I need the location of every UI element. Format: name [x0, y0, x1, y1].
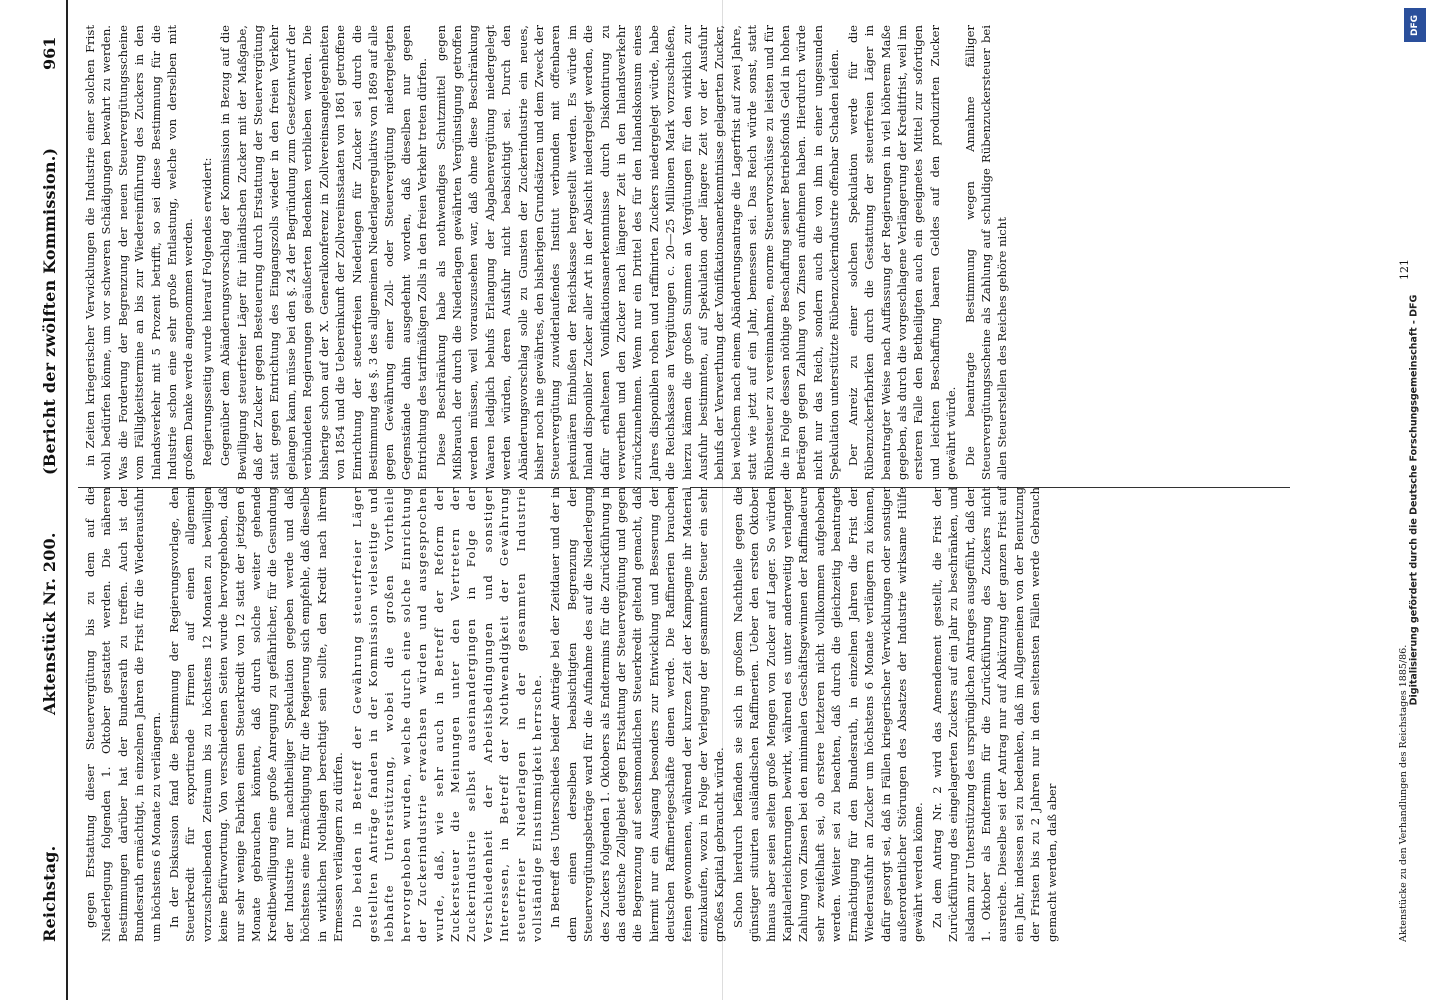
paragraph: Die beiden in Betreff der Gewährung steuerfreier Läger gestellten Anträge fanden in der Kommission vielseitige und lebhafte Unterstützung, wobei die großen Vortheile hervorgehoben wurden, welche durch eine solche Einrichtung der Zuckerindustrie erwachsen würden und ausgesprochen wurde, daß, wie sehr auch in Betreff der Reform der Zuckersteuer die Meinungen unter den Vertretern der Zuckerindustrie selbst auseinandergingen in Folge der Verschiedenheit der Arbeitsbedingungen und sonstiger Interessen, in Betreff der Nothwendigkeit der Gewährung steuerfreier Niederlagen in der gesammten Industrie vollständige Einstimmigkeit herrsche.: [349, 487, 544, 942]
credit-text: Digitalisierung gefördert durch die Deutsche Forschungsgemeinschaft - DFG: [1408, 294, 1420, 706]
paragraph: Schon hierdurch befänden sie sich in großem Nachtheile gegen die günstiger situirten ausländischen Raffinerien. Ueber den ersten Oktober hinaus aber seien selten große Mengen von Zucker auf Lager. So würden Kapitalerleichterungen bewirkt, während es unter anderweitig verlangter Zahlung von Zinsen bei den minimalen Geschäftsgewinnen der Raffinadeure sehr zweifelhaft sei, ob erstere letzteren nicht vollkommen aufgehoben werden. Weiter sei zu beachten, daß durch die gleichzeitig beantragte Ermächtigung für den Bundesrath, in einzelnen Jahren die Frist der Wiederausfuhr an Zucker um höchstens 6 Monate verlängern zu können, dafür gesorgt sei, daß in Fällen kriegerischer Verwicklungen oder sonstiger außerordentlicher Störungen des Absatzes der Industrie wirksame Hülfe gewährt werden könne.: [730, 487, 926, 942]
credit-sidebar: [1402, 0, 1426, 1000]
paragraph: in Zeiten kriegerischer Verwicklungen die Industrie einer solchen Frist wohl bedürfen könne, um vor schweren Schädigungen bewahrt zu werden. Was die Forderung der Begrenzung der neuen Steuervergütungsscheine vom Fälligkeitstermine an bis zur Wiedereinführung des Zuckers in den Inlandsverkehr mit 5 Prozent betrifft, so sei diese Bestimmung für die Industrie schon eine sehr große Entlastung, welche von derselben mit großem Danke werde angenommen werden.: [83, 25, 196, 480]
header-akten-number: Aktenstück Nr. 200.: [40, 532, 59, 715]
paragraph: Regierungsseitig wurde hierauf Folgendes erwidert:: [199, 157, 214, 466]
header-rule: [66, 0, 68, 1000]
sheet-number: 121: [1398, 259, 1411, 280]
paragraph: In der Diskussion fand die Bestimmung der Regierungsvorlage, den Steuerkredit für exportirende Firmen auf einen allgemein vorzuschreibenden Zeitraum bis zu höchstens 12 Monaten zu bewilligen keine Befürwortung. Von verschiedenen Seiten wurde hervorgehoben, daß nur sehr wenige Fabriken einen Steuerkredit von 12 statt der jetzigen 6 Monate gebrauchen könnten, daß durch solche weiter gehende Kreditbewilligung eine große Anregung zu gefährlicher, für die Gesundung der Industrie nur nachtheiliger Spekulation gegeben werde und daß höchstens eine Ermächtigung für die Regierung sich empfehle, daß dieselbe in wirklichen Nothlagen berechtigt sein sollte, den Kredit nach ihrem Ermessen verlängern zu dürfen.: [167, 487, 346, 942]
page-number: 961: [40, 36, 59, 70]
paragraph: Der Anreiz zu einer solchen Spekulation werde für die Rübenzuckerfabriken durch die Gestattung der steuerfreien Läger in beantragter Weise nach Auffassung der Regierungen in viel höherem Maße gegeben, als durch die vorgeschlagene Verlängerung der Kreditfrist, weil im ersteren Falle den Betheiligten auch ein geeignetes Mittel zur sofortigen und leichten Beschaffung baaren Geldes auf den produzirten Zucker gewährt würde.: [845, 25, 959, 480]
running-header: [0, 0, 60, 1000]
header-right-title: (Bericht der zwölften Kommission.): [40, 147, 59, 475]
paragraph: Zu dem Antrag Nr. 2 wird das Amendement gestellt, die Frist der Zurückführung des eingelagerten Zuckers auf ein Jahr zu beschränken, und alsdann zur Unterstützung des ursprünglichen Antrages ausgeführt, daß der 1. Oktober als Endtermin für die Zurückführung des Zuckers nicht ausreiche. Dieselbe sei der Antrag nur auf Abkürzung der ganzen Frist auf ein Jahr, indessen sei zu bedenken, daß im Allgemeinen von der Benutzung der Fristen bis zu 2 Jahren nur in den seltensten Fällen werde Gebrauch gemacht werden, daß aber: [929, 487, 1059, 942]
paragraph: Gegenüber dem Abänderungsvorschlag der Kommission in Bezug auf die Bewilligung steuerfreier Läger für inländischen Zucker mit der Maßgabe, daß der Zucker gegen Besteuerung durch Erstattung der Steuervergütung statt gegen Entrichtung des Eingangszolls wieder in den freien Verkehr gelangen kann, müsse bei den §. 24 der Begründung zum Gesetzentwurf der verbündeten Regierungen geäußerten Bedenken verblieben werden. Die bisherige schon auf der X. Generalkonferenz in Zollvereinsangelegenheiten von 1854 und die Uebereinkunft der Zollvereinsstaaten von 1861 getroffene Einrichtung der steuerfreien Niederlagen für Zucker sei durch die Bestimmung des §. 3 des allgemeinen Niederlageregulativs von 1869 auf alle gegen Gewährung einer Zoll- oder Steuervergütung niedergelegten Gegenstände dahin ausgedehnt worden, daß dieselben nur gegen Entrichtung des tarifmäßigen Zolls in den freien Verkehr treten dürfen.: [218, 25, 430, 480]
dfg-logo: DFG: [1404, 8, 1426, 42]
paragraph: In Betreff des Unterschiedes beider Anträge bei der Zeitdauer und der in dem einen derselben beabsichtigten Begrenzung der Steuervergütungsbeträge ward für die Aufnahme des auf die Niederlegung des Zuckers folgenden 1. Oktobers als Endtermins für die Zurückführung in das deutsche Zollgebiet gegen Erstattung der Steuervergütung und gegen die Begrenzung auf sechsmonatlichen Steuerkredit geltend gemacht, daß hiermit nur ein Ausgang besonders zur Entwicklung und Besserung der deutschen Raffineriegeschäfte dienen werde. Die Raffinerien brauchen feinen gewonnenen, während der kurzen Zeit der Kampagne ihr Material einzukaufen, wozu in Folge der Verlegung der gesammten Steuer ein sehr großes Kapital gebraucht würde.: [548, 487, 727, 942]
paragraph: gegen Erstattung dieser Steuervergütung bis zu dem auf die Niederlegung folgenden 1. Oktober gestattet werden. Die näheren Bestimmungen darüber hat der Bundesrath zu treffen. Auch ist der Bundesrath ermächtigt, in einzelnen Jahren die Frist für die Wiederausfuhr um höchstens 6 Monate zu verlängern.: [83, 487, 163, 942]
right-text-column: [82, 25, 1013, 480]
left-text-column: [82, 487, 1062, 942]
paragraph: Die beantragte Bestimmung wegen Annahme fälliger Steuervergütungsscheine als Zahlung auf schuldige Rübenzuckersteuer bei allen Steuerstellen des Reiches gehöre nicht: [962, 25, 1010, 480]
paragraph: Diese Beschränkung habe als nothwendiges Schutzmittel gegen Mißbrauch der durch die Niederlagen gewährten Vergünstigung getroffen werden müssen, weil vorauszusehen war, daß ohne diese Beschränkung Waaren lediglich behufs Erlangung der Abgabenvergütung niedergelegt werden würden, deren Ausfuhr nicht beabsichtigt sei. Durch den Abänderungsvorschlag solle zu Gunsten der Zuckerindustrie ein neues, bisher noch nie gewährtes, den bisherigen Grundsätzen und dem Zweck der Steuervergütung zuwiderlaufendes Institut verbunden mit offenbaren pekuniären Einbußen der Reichskasse hergestellt werden. Es würde im Inland disponibler Zucker aller Art in der Absicht niedergelegt werden, die dafür erhaltenen Vonifikationsanerkenntnisse durch Diskontirung zu verwerthen und den Zucker nach längerer Zeit in den Inlandsverkehr zurückzunehmen. Wenn nur ein Drittel des für den Inlandskonsum eines Jahres disponiblen rohen und raffinirten Zuckers niedergelegt würde, habe die Reichskasse an Vergütungen c. 20—25 Millionen Mark vorzuschießen, hierzu kämen die großen Summen an Vergütungen für den wirklich zur Ausfuhr bestimmten, auf Spekulation oder längere Zeit vor der Ausfuhr behufs der Verwerthung der Vonifikationsanerkenntnisse gelagerten Zucker, bei welchem nach einem Abänderungsantrage die Lagerfrist auf zwei Jahre, statt wie jetzt auf ein Jahr, bemessen sei. Das Reich würde sonst, statt Rübensteuer zu vereinnahmen, enorme Steuervorschüsse zu leisten und für die in Folge dessen nöthige Beschaffung seiner Betriebsfonds Geld in hohen Beträgen gegen Zahlung von Zinsen aufnehmen haben. Hierdurch würde nicht nur das Reich, sondern auch die von ihm in einer ungesunden Spekulation unterstützte Rübenzuckerindustrie offenbar Schaden leiden.: [433, 25, 842, 480]
header-left-title: Reichstag.: [40, 845, 59, 942]
footer-note: Aktenstücke zu den Verhandlungen des Reichstages 1885/86.: [1398, 644, 1409, 942]
